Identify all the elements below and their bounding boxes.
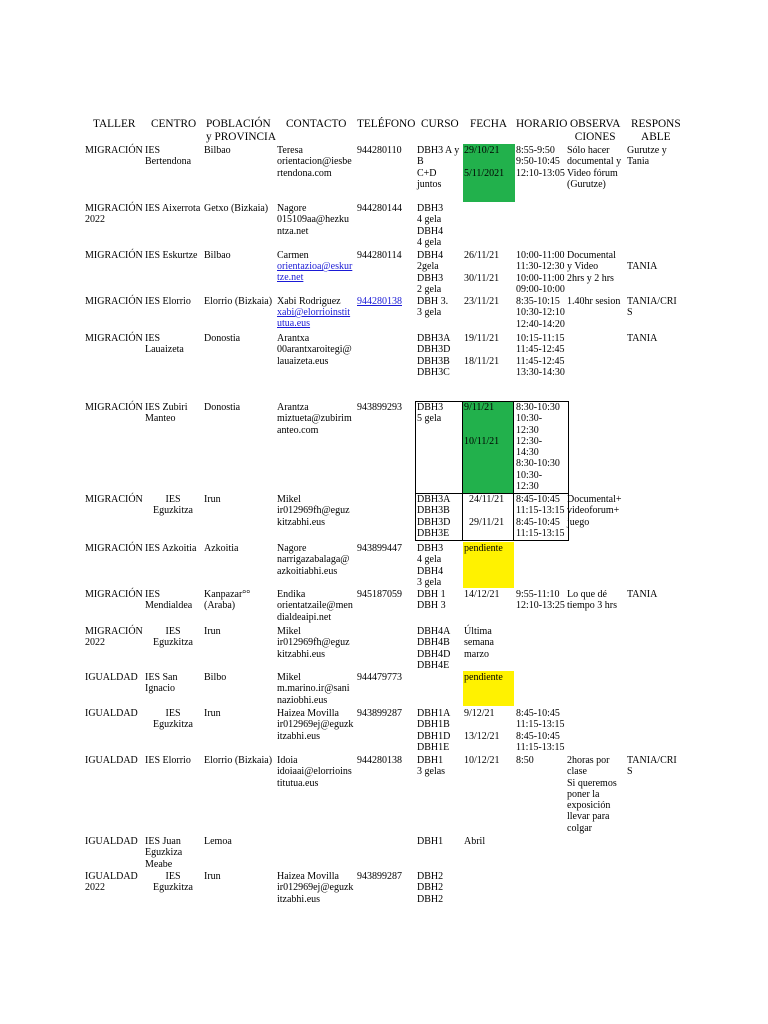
row-7-fecha: 24/11/21 29/11/21 [469, 494, 505, 528]
row-12-poblacion: Irun [204, 708, 221, 719]
row-5-contacto: Arantxa 00arantxaroitegi@ lauaizeta.eus [277, 333, 352, 367]
row-3-telefono: 944280114 [357, 250, 402, 261]
row-14-centro: IES Juan Eguzkiza Meabe [145, 836, 183, 870]
row-10-contacto: Mikel ir012969fh@eguz kitzabhi.eus [277, 626, 350, 660]
row-6-horario: 8:30-10:30 10:30- 12:30 12:30- 14:30 8:30-10:30 10:30- 12:30 [516, 402, 560, 493]
row-8-centro: IES Azkoitia [145, 543, 197, 554]
row-4-centro: IES Elorrio [145, 296, 191, 307]
schedule-box-divider-2 [513, 401, 514, 541]
row-6-curso: DBH3 5 gela [417, 402, 444, 425]
row-6-fecha: 9/11/21 10/11/21 [464, 402, 500, 447]
row-9-poblacion: Kanpazar°° (Araba) [204, 589, 251, 612]
row-5-taller: MIGRACIÓN [85, 333, 143, 344]
row-3-centro: IES Eskurtze [145, 250, 198, 261]
row-7-taller: MIGRACIÓN [85, 494, 143, 505]
row-12-taller: IGUALDAD [85, 708, 138, 719]
row-4-obs: 1.40hr sesion [567, 296, 621, 307]
header-contacto: CONTACTO [286, 118, 347, 130]
row-12-fecha: 9/12/21 13/12/21 [464, 708, 500, 742]
row-10-poblacion: Irun [204, 626, 221, 637]
row-2-taller: MIGRACIÓN 2022 [85, 203, 143, 226]
row-9-curso: DBH 1 DBH 3 [417, 589, 446, 612]
row-14-taller: IGUALDAD [85, 836, 138, 847]
row-12-telefono: 943899287 [357, 708, 402, 719]
row-3-email-link[interactable]: orientazioa@eskur tze.net [277, 261, 353, 284]
row-4-phone-link[interactable]: 944280138 [357, 296, 402, 307]
row-13-curso: DBH1 3 gelas [417, 755, 446, 778]
row-13-centro: IES Elorrio [145, 755, 191, 766]
row-3-horario: 10:00-11:00 11:30-12:30 10:00-11:00 09:00-10:00 [516, 250, 565, 295]
row-3-curso: DBH4 2gela DBH3 2 gela [417, 250, 444, 295]
row-1-poblacion: Bilbao [204, 145, 231, 156]
row-13-telefono: 944280138 [357, 755, 402, 766]
row-11-poblacion: Bilbo [204, 672, 227, 683]
row-5-horario: 10:15-11:15 11:45-12:45 11:45-12:45 13:30-14:30 [516, 333, 565, 378]
row-5-poblacion: Donostia [204, 333, 241, 344]
row-13-fecha: 10/12/21 [464, 755, 500, 766]
row-10-curso: DBH4A DBH4B DBH4D DBH4E [417, 626, 451, 671]
row-14-fecha: Abril [464, 836, 486, 847]
row-5-fecha: 19/11/21 18/11/21 [464, 333, 500, 367]
row-7-obs: Documental+ videoforum+ juego [567, 494, 622, 528]
row-8-poblacion: Azkoitia [204, 543, 239, 554]
row-1-contacto: Teresa orientacion@iesbe rtendona.com [277, 145, 352, 179]
row-8-curso: DBH3 4 gela DBH4 3 gela [417, 543, 444, 588]
row-11-centro: IES San Ignacio [145, 672, 178, 695]
row-8-telefono: 943899447 [357, 543, 402, 554]
row-14-curso: DBH1 [417, 836, 444, 847]
row-9-telefono: 945187059 [357, 589, 402, 600]
row-15-taller: IGUALDAD 2022 [85, 871, 138, 894]
row-10-fecha: Última semana marzo [464, 626, 494, 660]
row-3-fecha: 26/11/21 30/11/21 [464, 250, 500, 284]
row-9-resp: TANIA [627, 589, 658, 600]
row-2-centro: IES Aixerrota [145, 203, 201, 214]
row-1-fecha: 29/10/21 5/11/2021 [464, 145, 505, 179]
row-4-curso: DBH 3. 3 gela [417, 296, 449, 319]
row-2-contacto: Nagore 015109aa@hezku ntza.net [277, 203, 349, 237]
row-1-centro: IES Bertendona [145, 145, 192, 168]
header-telefono: TELÉFONO [357, 118, 416, 130]
row-5-curso: DBH3A DBH3D DBH3B DBH3C [417, 333, 451, 378]
row-7-curso: DBH3A DBH3B DBH3D DBH3E [417, 494, 451, 539]
header-poblacion: POBLACIÓN y PROVINCIA [206, 118, 276, 143]
row-10-centro: IES Eguzkitza [153, 626, 193, 649]
row-5-centro: IES Lauaizeta [145, 333, 184, 356]
row-1-taller: MIGRACIÓN [85, 145, 143, 156]
header-centro: CENTRO [151, 118, 197, 130]
row-13-obs: 2horas por clase Si queremos poner la exposición llevar para colgar [567, 755, 617, 834]
row-2-telefono: 944280144 [357, 203, 402, 214]
row-15-poblacion: Irun [204, 871, 221, 882]
row-15-curso: DBH2 DBH2 DBH2 [417, 871, 444, 905]
row-4-email-link[interactable]: xabi@elorrioinstit utua.eus [277, 307, 351, 330]
row-3-contacto: Carmen [277, 250, 309, 261]
row-11-contacto: Mikel m.marino.ir@sani naziobhi.eus [277, 672, 350, 706]
header-taller: TALLER [93, 118, 136, 130]
row-8-fecha: pendiente [464, 543, 503, 554]
row-11-fecha: pendiente [464, 672, 503, 683]
row-4-poblacion: Elorrio (Bizkaia) [204, 296, 273, 307]
row-4-horario: 8:35-10:15 10:30-12:10 12:40-14:20 [516, 296, 565, 330]
row-4-taller: MIGRACIÓN [85, 296, 143, 307]
row-7-centro: IES Eguzkitza [153, 494, 193, 517]
row-1-obs: Sólo hacer documental y Video fórum (Gurutze) [567, 145, 622, 190]
row-1-resp: Gurutze y Tania [627, 145, 667, 168]
header-responsable: RESPONS ABLE [631, 118, 681, 143]
row-9-fecha: 14/12/21 [464, 589, 500, 600]
row-6-centro: IES Zubiri Manteo [145, 402, 188, 425]
row-11-taller: IGUALDAD [85, 672, 138, 683]
row-1-telefono: 944280110 [357, 145, 402, 156]
header-horario: HORARIO [516, 118, 568, 130]
row-4-resp: TANIA/CRI S [627, 296, 677, 319]
row-8-taller: MIGRACIÓN [85, 543, 143, 554]
row-2-curso: DBH3 4 gela DBH4 4 gela [417, 203, 444, 248]
row-6-contacto: Arantza miztueta@zubirim anteo.com [277, 402, 352, 436]
row-3-taller: MIGRACIÓN [85, 250, 143, 261]
row-3-obs: Documental y Video 2hrs y 2 hrs [567, 250, 616, 284]
row-1-curso: DBH3 A y B C+D juntos [417, 145, 460, 190]
row-9-horario: 9:55-11:10 12:10-13:25 [516, 589, 565, 612]
row-3-resp: TANIA [627, 261, 658, 273]
row-1-horario: 8:55-9:50 9:50-10:45 12:10-13:05 [516, 145, 565, 179]
row-15-telefono: 943899287 [357, 871, 402, 882]
row-13-contacto: Idoia idoiaai@elorrioins titutua.eus [277, 755, 352, 789]
row-13-taller: IGUALDAD [85, 755, 138, 766]
row-5-resp: TANIA [627, 333, 658, 344]
row-2-poblacion: Getxo (Bizkaia) [204, 203, 269, 214]
schedule-box-divider-1 [462, 401, 463, 541]
row-7-contacto: Mikel ir012969fh@eguz kitzabhi.eus [277, 494, 350, 528]
row-15-centro: IES Eguzkitza [153, 871, 193, 894]
row-12-curso: DBH1A DBH1B DBH1D DBH1E [417, 708, 451, 753]
row-3-poblacion: Bilbao [204, 250, 231, 261]
row-12-centro: IES Eguzkitza [153, 708, 193, 731]
row-13-poblacion: Elorrio (Bizkaia) [204, 755, 273, 766]
row-7-poblacion: Irun [204, 494, 221, 505]
row-6-telefono: 943899293 [357, 402, 402, 413]
header-curso: CURSO [421, 118, 459, 130]
row-13-horario: 8:50 [516, 755, 534, 766]
row-10-taller: MIGRACIÓN 2022 [85, 626, 143, 649]
row-4-fecha: 23/11/21 [464, 296, 500, 307]
row-11-telefono: 944479773 [357, 672, 402, 683]
header-fecha: FECHA [470, 118, 508, 130]
row-15-contacto: Haizea Movilla ir012969ej@eguzk itzabhi.eus [277, 871, 354, 905]
row-9-centro: IES Mendialdea [145, 589, 193, 612]
row-9-obs: Lo que dé tiempo 3 hrs [567, 589, 617, 612]
row-6-taller: MIGRACIÓN [85, 402, 143, 413]
row-8-contacto: Nagore narrigazabalaga@ azkoitiabhi.eus [277, 543, 350, 577]
row-6-poblacion: Donostia [204, 402, 241, 413]
row-14-poblacion: Lemoa [204, 836, 232, 847]
row-12-contacto: Haizea Movilla ir012969ej@eguzk itzabhi.eus [277, 708, 354, 742]
row-7-horario: 8:45-10:45 11:15-13:15 8:45-10:45 11:15-13:15 [516, 494, 565, 539]
row-12-horario: 8:45-10:45 11:15-13:15 8:45-10:45 11:15-13:15 [516, 708, 565, 753]
row-9-contacto: Endika orientatzaile@men dialdeaipi.net [277, 589, 353, 623]
row-9-taller: MIGRACIÓN [85, 589, 143, 600]
row-13-resp: TANIA/CRI S [627, 755, 677, 778]
header-observaciones: OBSERVA CIONES [570, 118, 621, 143]
row-4-contacto: Xabi Rodriguez [277, 296, 341, 307]
